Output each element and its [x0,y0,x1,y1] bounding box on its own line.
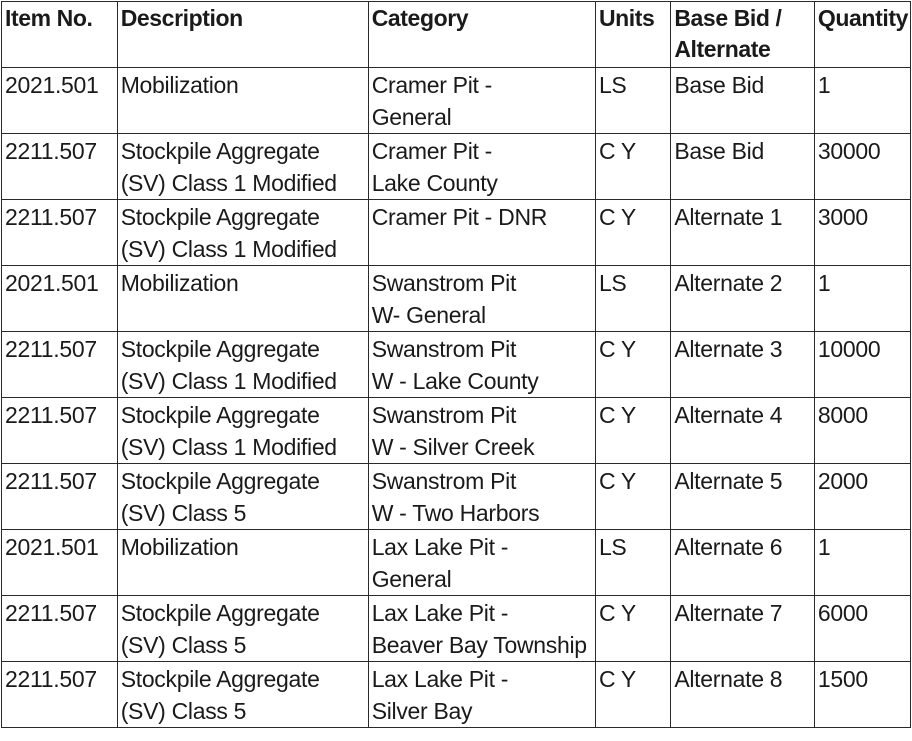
bid-text: Alternate 2 [674,270,783,296]
description-line1: Mobilization [120,270,239,296]
units-text: C Y [598,468,636,494]
header-category: Category [368,2,595,68]
cell-category [368,464,595,530]
cell-category [368,134,595,200]
description-line1: Mobilization [120,72,239,98]
units-text: C Y [598,666,636,692]
cell-units [595,200,670,266]
cell-description [117,200,368,266]
cell-item-no [2,266,118,332]
category-line1: Lax Lake Pit - [371,600,509,626]
cell-description [117,332,368,398]
units-text: C Y [598,600,636,626]
description-line2: (SV) Class 1 Modified [120,434,337,460]
bid-text: Alternate 4 [674,402,783,428]
category-line1: Swanstrom Pit [371,402,517,428]
cell-base-bid-alternate [671,200,815,266]
cell-quantity [814,134,910,200]
cell-category [368,530,595,596]
cell-description [117,662,368,728]
bid-text: Alternate 3 [674,336,783,362]
cell-description [117,68,368,134]
table-row [2,662,911,728]
header-row [2,2,911,68]
description-line1: Stockpile Aggregate [120,600,320,626]
description-line2: (SV) Class 5 [120,698,247,724]
cell-category [368,332,595,398]
quantity-text: 1 [817,270,831,296]
cell-item-no [2,332,118,398]
bid-text: Alternate 6 [674,534,783,560]
cell-item-no [2,68,118,134]
cell-base-bid-alternate [671,398,815,464]
description-line1: Stockpile Aggregate [120,666,320,692]
units-text: C Y [598,138,636,164]
item-no-text: 2021.501 [5,270,99,296]
cell-base-bid-alternate [671,332,815,398]
item-no-text: 2211.507 [5,600,97,626]
cell-category [368,200,595,266]
cell-units [595,332,670,398]
item-no-text: 2211.507 [5,138,97,164]
cell-category [368,662,595,728]
cell-description [117,134,368,200]
cell-base-bid-alternate [671,134,815,200]
cell-units [595,398,670,464]
units-text: LS [598,270,627,296]
cell-base-bid-alternate [671,266,815,332]
quantity-text: 8000 [817,402,868,428]
cell-quantity [814,464,910,530]
category-line2: General [371,104,452,130]
cell-base-bid-alternate [671,596,815,662]
cell-units [595,266,670,332]
description-line1: Stockpile Aggregate [120,468,320,494]
description-line2: (SV) Class 1 Modified [120,368,337,394]
table-row [2,332,911,398]
table-row [2,200,911,266]
category-line1: Swanstrom Pit [371,468,517,494]
units-text: LS [598,534,627,560]
description-line1: Stockpile Aggregate [120,204,320,230]
category-line2: W - Silver Creek [371,434,535,460]
header-base-bid-line2: Alternate [674,36,771,62]
quantity-text: 6000 [817,600,868,626]
cell-description [117,398,368,464]
bid-text: Alternate 5 [674,468,783,494]
description-line1: Stockpile Aggregate [120,402,320,428]
item-no-text: 2211.507 [5,204,97,230]
cell-quantity [814,596,910,662]
cell-quantity [814,332,910,398]
description-line2: (SV) Class 1 Modified [120,236,337,262]
bid-text: Base Bid [674,138,764,164]
category-line2: W- General [371,302,486,328]
units-text: C Y [598,336,636,362]
category-line1: Cramer Pit - DNR [371,204,548,230]
category-line2: Beaver Bay Township [371,632,587,658]
category-line2: W - Lake County [371,368,539,394]
cell-quantity [814,68,910,134]
item-no-text: 2211.507 [5,666,97,692]
cell-description [117,464,368,530]
cell-quantity [814,662,910,728]
units-text: C Y [598,402,636,428]
cell-item-no [2,596,118,662]
cell-units [595,530,670,596]
quantity-text: 1 [817,534,831,560]
cell-item-no [2,662,118,728]
table-row [2,530,911,596]
quantity-text: 1500 [817,666,868,692]
cell-item-no [2,134,118,200]
category-line1: Lax Lake Pit - [371,534,509,560]
quantity-text: 1 [817,72,831,98]
cell-units [595,662,670,728]
category-line2: Silver Bay [371,698,473,724]
cell-item-no [2,398,118,464]
header-base-bid-line1: Base Bid / [674,5,782,31]
cell-quantity [814,266,910,332]
category-line1: Cramer Pit - [371,138,493,164]
category-line1: Cramer Pit - [371,72,493,98]
description-line1: Mobilization [120,534,239,560]
bid-text: Alternate 8 [674,666,783,692]
category-line1: Swanstrom Pit [371,270,517,296]
header-units: Units [595,2,670,68]
cell-item-no [2,200,118,266]
item-no-text: 2211.507 [5,468,97,494]
units-text: LS [598,72,627,98]
cell-description [117,530,368,596]
header-description: Description [117,2,368,68]
cell-units [595,68,670,134]
quantity-text: 10000 [817,336,881,362]
item-no-text: 2021.501 [5,534,99,560]
category-line1: Lax Lake Pit - [371,666,509,692]
table-row [2,134,911,200]
description-line1: Stockpile Aggregate [120,336,320,362]
bid-text: Alternate 1 [674,204,783,230]
cell-description [117,266,368,332]
bid-text: Base Bid [674,72,764,98]
header-item-no: Item No. [2,2,118,68]
cell-units [595,464,670,530]
bid-items-table [1,1,911,728]
item-no-text: 2211.507 [5,336,97,362]
cell-description [117,596,368,662]
cell-quantity [814,200,910,266]
cell-category [368,398,595,464]
table-row [2,398,911,464]
table-body [2,68,911,728]
quantity-text: 3000 [817,204,868,230]
quantity-text: 30000 [817,138,881,164]
item-no-text: 2021.501 [5,72,99,98]
description-line2: (SV) Class 5 [120,500,247,526]
cell-base-bid-alternate [671,68,815,134]
description-line2: (SV) Class 5 [120,632,247,658]
category-line2: Lake County [371,170,498,196]
cell-category [368,266,595,332]
description-line2: (SV) Class 1 Modified [120,170,337,196]
quantity-text: 2000 [817,468,868,494]
table-row [2,266,911,332]
header-base-bid-alternate [671,2,815,68]
cell-quantity [814,398,910,464]
units-text: C Y [598,204,636,230]
table-row [2,464,911,530]
cell-category [368,596,595,662]
cell-units [595,596,670,662]
cell-base-bid-alternate [671,530,815,596]
table-row [2,68,911,134]
bid-text: Alternate 7 [674,600,783,626]
cell-units [595,134,670,200]
category-line2: General [371,566,452,592]
category-line1: Swanstrom Pit [371,336,517,362]
cell-category [368,68,595,134]
cell-base-bid-alternate [671,662,815,728]
item-no-text: 2211.507 [5,402,97,428]
cell-quantity [814,530,910,596]
cell-item-no [2,464,118,530]
description-line1: Stockpile Aggregate [120,138,320,164]
header-quantity: Quantity [814,2,910,68]
table-row [2,596,911,662]
category-line2: W - Two Harbors [371,500,540,526]
cell-base-bid-alternate [671,464,815,530]
cell-item-no [2,530,118,596]
